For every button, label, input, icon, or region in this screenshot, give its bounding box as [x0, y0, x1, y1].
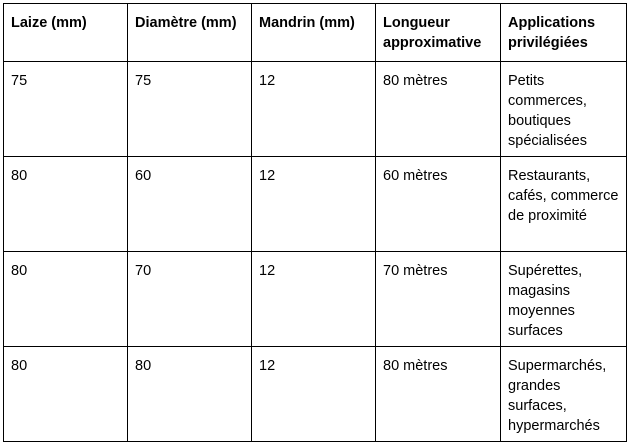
cell-diametre: 70 — [128, 252, 252, 347]
cell-longueur: 80 mètres — [376, 62, 501, 157]
cell-applications: Supérettes, magasins moyennes surfaces — [501, 252, 627, 347]
header-mandrin: Mandrin (mm) — [252, 4, 376, 62]
cell-laize: 80 — [4, 347, 128, 442]
table-row — [4, 157, 627, 252]
specifications-table — [3, 3, 627, 442]
table-header-row — [4, 4, 627, 62]
cell-diametre: 75 — [128, 62, 252, 157]
table-row — [4, 252, 627, 347]
table-row — [4, 347, 627, 442]
cell-longueur: 80 mètres — [376, 347, 501, 442]
cell-laize: 75 — [4, 62, 128, 157]
cell-mandrin: 12 — [252, 347, 376, 442]
cell-applications: Petits commerces, boutiques spécialisées — [501, 62, 627, 157]
cell-diametre: 80 — [128, 347, 252, 442]
header-diametre: Diamètre (mm) — [128, 4, 252, 62]
cell-applications: Supermarchés, grandes surfaces, hypermarchés — [501, 347, 627, 442]
cell-longueur: 70 mètres — [376, 252, 501, 347]
cell-diametre: 60 — [128, 157, 252, 252]
header-laize: Laize (mm) — [4, 4, 128, 62]
table-row — [4, 62, 627, 157]
cell-laize: 80 — [4, 157, 128, 252]
cell-laize: 80 — [4, 252, 128, 347]
cell-mandrin: 12 — [252, 252, 376, 347]
cell-mandrin: 12 — [252, 62, 376, 157]
cell-longueur: 60 mètres — [376, 157, 501, 252]
header-applications: Applications privilégiées — [501, 4, 627, 62]
header-longueur: Longueur approximative — [376, 4, 501, 62]
cell-applications: Restaurants, cafés, commerce de proximité — [501, 157, 627, 252]
cell-mandrin: 12 — [252, 157, 376, 252]
